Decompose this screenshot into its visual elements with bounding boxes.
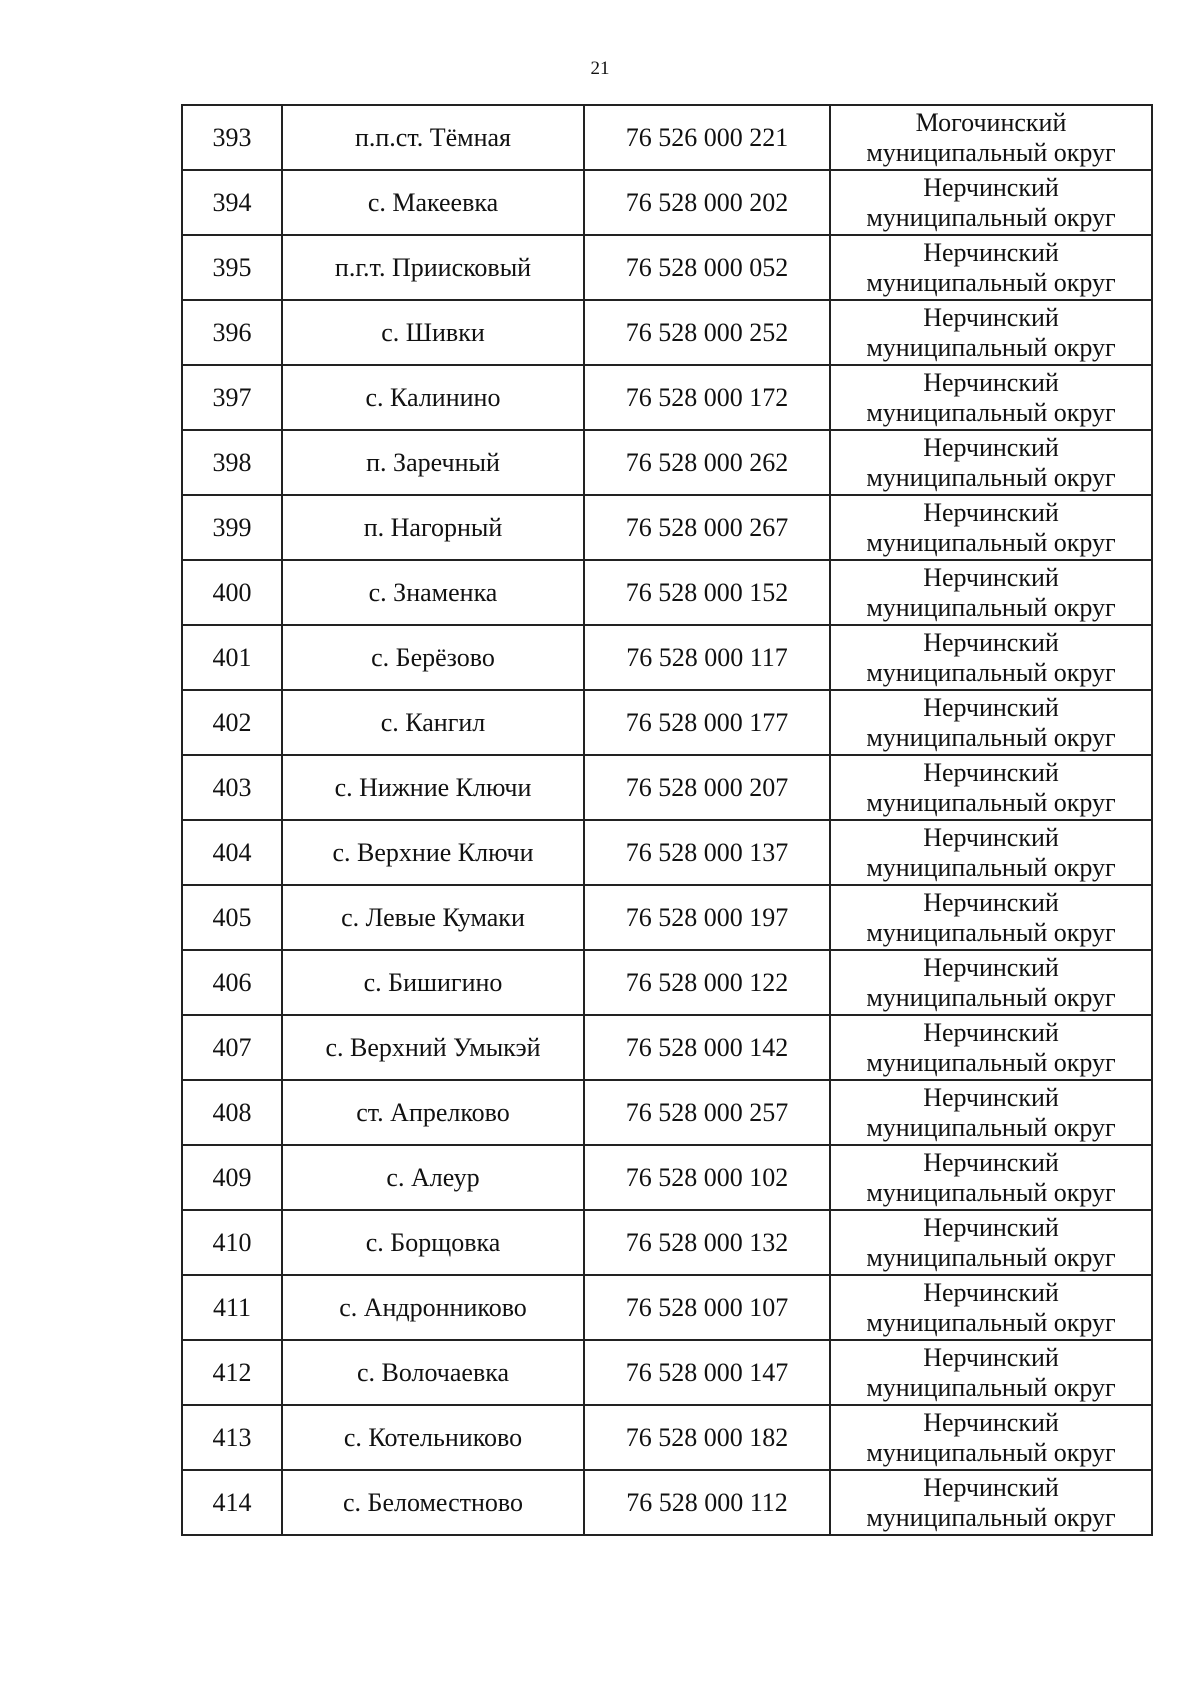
row-number-cell: 400	[182, 560, 282, 625]
district-cell	[830, 1145, 1152, 1210]
district-name: Нерчинский	[923, 1407, 1059, 1437]
district-type: муниципальный округ	[866, 1177, 1116, 1207]
district-name: Нерчинский	[923, 1212, 1059, 1242]
oktmo-code-cell: 76 528 000 267	[584, 495, 830, 560]
table-row	[182, 105, 1152, 170]
district-type: муниципальный округ	[866, 657, 1116, 687]
row-number-cell: 394	[182, 170, 282, 235]
district-name: Нерчинский	[923, 237, 1059, 267]
district-name: Нерчинский	[923, 952, 1059, 982]
table-row	[182, 1210, 1152, 1275]
settlement-name-cell: с. Шивки	[282, 300, 584, 365]
settlement-name-cell: с. Левые Кумаки	[282, 885, 584, 950]
table-row	[182, 625, 1152, 690]
settlement-name-cell: п. Заречный	[282, 430, 584, 495]
row-number-cell: 413	[182, 1405, 282, 1470]
table-row	[182, 365, 1152, 430]
settlement-name-cell: с. Бишигино	[282, 950, 584, 1015]
settlement-name-cell: с. Андронниково	[282, 1275, 584, 1340]
table-row	[182, 950, 1152, 1015]
district-type: муниципальный округ	[866, 982, 1116, 1012]
settlement-name-cell: п.п.ст. Тёмная	[282, 105, 584, 170]
district-name: Нерчинский	[923, 302, 1059, 332]
row-number-cell: 408	[182, 1080, 282, 1145]
oktmo-code-cell: 76 528 000 197	[584, 885, 830, 950]
table-row	[182, 885, 1152, 950]
settlement-name-cell: с. Беломестново	[282, 1470, 584, 1535]
district-cell	[830, 1340, 1152, 1405]
district-type: муниципальный округ	[866, 1242, 1116, 1272]
district-type: муниципальный округ	[866, 787, 1116, 817]
settlement-name-cell: с. Макеевка	[282, 170, 584, 235]
district-type: муниципальный округ	[866, 917, 1116, 947]
settlement-name-cell: с. Нижние Ключи	[282, 755, 584, 820]
oktmo-code-cell: 76 528 000 117	[584, 625, 830, 690]
district-name: Нерчинский	[923, 497, 1059, 527]
district-name: Нерчинский	[923, 1342, 1059, 1372]
district-type: муниципальный округ	[866, 852, 1116, 882]
district-type: муниципальный округ	[866, 592, 1116, 622]
row-number-cell: 396	[182, 300, 282, 365]
oktmo-code-cell: 76 528 000 172	[584, 365, 830, 430]
district-cell	[830, 885, 1152, 950]
district-name: Могочинский	[915, 107, 1067, 137]
district-type: муниципальный округ	[866, 397, 1116, 427]
district-name: Нерчинский	[923, 432, 1059, 462]
district-name: Нерчинский	[923, 1147, 1059, 1177]
oktmo-code-cell: 76 526 000 221	[584, 105, 830, 170]
settlement-name-cell: с. Берёзово	[282, 625, 584, 690]
district-name: Нерчинский	[923, 692, 1059, 722]
oktmo-code-cell: 76 528 000 122	[584, 950, 830, 1015]
settlement-name-cell: с. Алеур	[282, 1145, 584, 1210]
table-row	[182, 1080, 1152, 1145]
row-number-cell: 410	[182, 1210, 282, 1275]
settlement-name-cell: с. Волочаевка	[282, 1340, 584, 1405]
district-type: муниципальный округ	[866, 1047, 1116, 1077]
district-name: Нерчинский	[923, 367, 1059, 397]
row-number-cell: 404	[182, 820, 282, 885]
district-name: Нерчинский	[923, 1082, 1059, 1112]
settlement-name-cell: с. Борщовка	[282, 1210, 584, 1275]
district-cell	[830, 235, 1152, 300]
oktmo-code-cell: 76 528 000 177	[584, 690, 830, 755]
settlement-name-cell: с. Котельниково	[282, 1405, 584, 1470]
table-row	[182, 1145, 1152, 1210]
district-cell	[830, 560, 1152, 625]
district-type: муниципальный округ	[866, 722, 1116, 752]
district-cell	[830, 365, 1152, 430]
district-cell	[830, 625, 1152, 690]
table-row	[182, 1275, 1152, 1340]
district-name: Нерчинский	[923, 1472, 1059, 1502]
row-number-cell: 401	[182, 625, 282, 690]
oktmo-code-cell: 76 528 000 142	[584, 1015, 830, 1080]
district-cell	[830, 950, 1152, 1015]
district-type: муниципальный округ	[866, 332, 1116, 362]
oktmo-code-cell: 76 528 000 132	[584, 1210, 830, 1275]
table-row	[182, 235, 1152, 300]
district-type: муниципальный округ	[866, 1437, 1116, 1467]
district-type: муниципальный округ	[866, 267, 1116, 297]
row-number-cell: 414	[182, 1470, 282, 1535]
district-type: муниципальный округ	[866, 462, 1116, 492]
district-cell	[830, 1405, 1152, 1470]
district-cell	[830, 300, 1152, 365]
district-name: Нерчинский	[923, 562, 1059, 592]
district-name: Нерчинский	[923, 757, 1059, 787]
district-type: муниципальный округ	[866, 1307, 1116, 1337]
table-row	[182, 820, 1152, 885]
oktmo-code-cell: 76 528 000 202	[584, 170, 830, 235]
settlement-name-cell: с. Калинино	[282, 365, 584, 430]
row-number-cell: 399	[182, 495, 282, 560]
table-row	[182, 1470, 1152, 1535]
settlement-name-cell: п. Нагорный	[282, 495, 584, 560]
oktmo-code-cell: 76 528 000 052	[584, 235, 830, 300]
district-cell	[830, 495, 1152, 560]
oktmo-code-cell: 76 528 000 107	[584, 1275, 830, 1340]
district-name: Нерчинский	[923, 1017, 1059, 1047]
district-type: муниципальный округ	[866, 137, 1116, 167]
settlement-name-cell: с. Верхние Ключи	[282, 820, 584, 885]
row-number-cell: 393	[182, 105, 282, 170]
oktmo-code-cell: 76 528 000 147	[584, 1340, 830, 1405]
oktmo-code-cell: 76 528 000 252	[584, 300, 830, 365]
table-row	[182, 560, 1152, 625]
oktmo-code-cell: 76 528 000 112	[584, 1470, 830, 1535]
table-row	[182, 430, 1152, 495]
row-number-cell: 403	[182, 755, 282, 820]
settlements-table-body	[182, 105, 1152, 1535]
settlement-name-cell: с. Кангил	[282, 690, 584, 755]
oktmo-code-cell: 76 528 000 207	[584, 755, 830, 820]
oktmo-code-cell: 76 528 000 262	[584, 430, 830, 495]
district-name: Нерчинский	[923, 1277, 1059, 1307]
district-name: Нерчинский	[923, 822, 1059, 852]
district-cell	[830, 690, 1152, 755]
row-number-cell: 406	[182, 950, 282, 1015]
district-type: муниципальный округ	[866, 527, 1116, 557]
settlement-name-cell: ст. Апрелково	[282, 1080, 584, 1145]
table-row	[182, 170, 1152, 235]
district-name: Нерчинский	[923, 627, 1059, 657]
oktmo-code-cell: 76 528 000 152	[584, 560, 830, 625]
row-number-cell: 398	[182, 430, 282, 495]
table-row	[182, 690, 1152, 755]
row-number-cell: 407	[182, 1015, 282, 1080]
oktmo-code-cell: 76 528 000 182	[584, 1405, 830, 1470]
settlement-name-cell: п.г.т. Приисковый	[282, 235, 584, 300]
district-cell	[830, 1275, 1152, 1340]
district-cell	[830, 105, 1152, 170]
district-cell	[830, 1470, 1152, 1535]
district-cell	[830, 755, 1152, 820]
table-row	[182, 300, 1152, 365]
district-name: Нерчинский	[923, 887, 1059, 917]
table-row	[182, 1340, 1152, 1405]
table-row	[182, 755, 1152, 820]
district-type: муниципальный округ	[866, 1112, 1116, 1142]
table-row	[182, 1405, 1152, 1470]
row-number-cell: 397	[182, 365, 282, 430]
oktmo-code-cell: 76 528 000 137	[584, 820, 830, 885]
page-number: 21	[590, 58, 610, 79]
row-number-cell: 409	[182, 1145, 282, 1210]
district-name: Нерчинский	[923, 172, 1059, 202]
oktmo-code-cell: 76 528 000 102	[584, 1145, 830, 1210]
district-cell	[830, 1080, 1152, 1145]
settlement-name-cell: с. Верхний Умыкэй	[282, 1015, 584, 1080]
district-cell	[830, 820, 1152, 885]
settlements-table	[181, 104, 1153, 1536]
row-number-cell: 412	[182, 1340, 282, 1405]
district-cell	[830, 430, 1152, 495]
oktmo-code-cell: 76 528 000 257	[584, 1080, 830, 1145]
row-number-cell: 402	[182, 690, 282, 755]
row-number-cell: 411	[182, 1275, 282, 1340]
district-type: муниципальный округ	[866, 202, 1116, 232]
district-type: муниципальный округ	[866, 1372, 1116, 1402]
table-row	[182, 1015, 1152, 1080]
district-cell	[830, 170, 1152, 235]
district-cell	[830, 1015, 1152, 1080]
settlement-name-cell: с. Знаменка	[282, 560, 584, 625]
table-row	[182, 495, 1152, 560]
district-type: муниципальный округ	[866, 1502, 1116, 1532]
row-number-cell: 405	[182, 885, 282, 950]
row-number-cell: 395	[182, 235, 282, 300]
district-cell	[830, 1210, 1152, 1275]
